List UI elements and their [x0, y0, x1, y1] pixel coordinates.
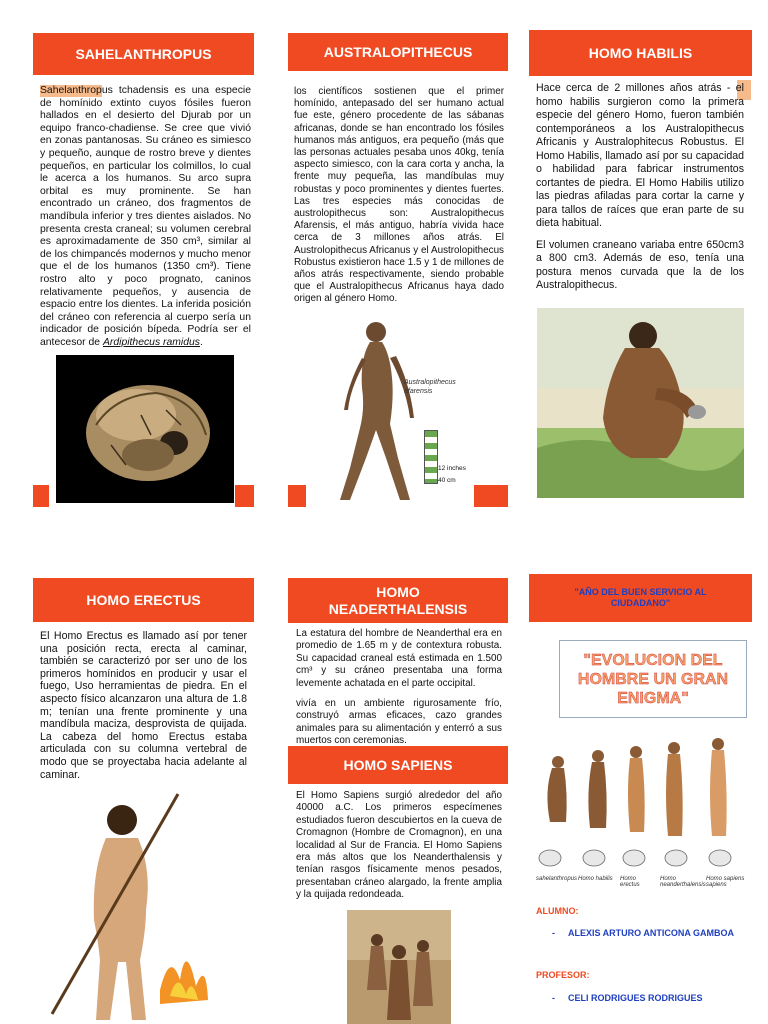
- australopithecus-text: los científicos sostienen que el primer homínido, antepasado del ser humano actual fue este, género procedente de las sábanas africanas, donde se han encontrado los fósiles humanos más antiguos, era pequeño (más que las personas actuales pesaba unos 40kg, tenía aspecto simiesco, con la cara corta y ancha, la frente muy pequeña, las mandíbulas muy robustas y poco prominentes y dientes fuertes. Las tres especies más conocidas de austrolopithecus son: Australopithecus Afarensis, el más antiguo, habría vivida hace cerca de 3 millones años atrás. El Austrolopithecus Africanus y el Austrolopithecus Robustus existieron hace 1.5 y 1 de millones de años atrás respectivamente, siendo probable que el Australopithecus Africanus haya dado origen al género Homo.: [294, 86, 504, 305]
- species-label: Homo sapiens sapiens: [706, 876, 745, 888]
- species-label: Homo habilis: [578, 876, 613, 882]
- year-motto: "AÑO DEL BUEN SERVICIO AL CIUDADANO": [574, 587, 707, 608]
- erectus-text: El Homo Erectus es llamado así por tener una posición recta, erecta al caminar, también se caracterizó por ser uno de los primeros homínidos en producir y usar el fuego, Uso herramientas de piedra. En el aspecto físico alcanzaron una altura de 1.8 m; tenían una frente prominente y una mandíbula maciza, desprovista de quijada. La cabeza del homo Erectus estaba articulada con su columna vertebral de modo que se proyectaba hacia adelante al caminar.: [40, 630, 247, 781]
- student-bullet: -: [552, 928, 555, 938]
- sahelanthropus-header: [33, 33, 254, 75]
- footer-bar: [288, 485, 306, 507]
- habilis-photo: [537, 308, 744, 498]
- neanderthal-title-line1: HOMO: [376, 583, 420, 600]
- student-name: ALEXIS ARTURO ANTICONA GAMBOA: [568, 928, 734, 938]
- sapiens-photo: [347, 910, 451, 1024]
- sahelanthropus-text: Sahelanthropus tchadensis es una especie de homínido extinto cuyos fósiles fueron hallados en el desierto del Djurab por un equipo franco-chadiense. Se cree que vivió en zonas pantanosas. Su cráneo es simiesco y pequeño, aunque de rostro breve y dientes pequeños, en particular los colmillos, lo cual le acerca a los humanos. Su arco supra orbital es muy prominente. Se han encontrado un cráneo, dos fragmentos de mandíbula inferior y tres dientes aislados. No presenta cresta craneal; su volumen cerebral es aproximadamente de 350 cm³, similar al de los chimpancés modernos y mucho menor que el de los humanos (1350 cm³). Tiene rostro alto y poco prognato, caninos relativamente pequeños, y ausencia de espacio entre los dientes. La inferida posición del cráneo con referencia al cuerpo sería un indicador de posición bípeda. Podría ser el antecesor de Ardipithecus ramidus.: [40, 85, 251, 348]
- species-label: sahelanthropus: [536, 876, 578, 882]
- scale-label: 40 cm: [438, 477, 456, 484]
- neanderthal-header: [288, 578, 508, 623]
- footer-bar: [474, 485, 508, 507]
- teacher-label: PROFESOR:: [536, 970, 590, 980]
- habilis-title: HOMO HABILIS: [588, 44, 693, 61]
- neanderthal-title-line2: NEADERTHALENSIS: [328, 600, 468, 617]
- australopithecus-header: [288, 33, 508, 71]
- erectus-illustration: [40, 790, 236, 1024]
- student-label: ALUMNO:: [536, 906, 579, 916]
- erectus-header: [33, 578, 254, 622]
- erectus-title: HOMO ERECTUS: [86, 591, 201, 608]
- neanderthal-text: La estatura del hombre de Neanderthal era en promedio de 1.65 m y de contextura robusta. Su capacidad craneal está estimada en 1.500 cm³ y su cráneo presentaba una forma levemente achatada en el parte occipital. vivía en un ambiente rigurosamente frío, construyó armas eficaces, cazo grandes animales para su alimentación y enterró a sus muertos con ceremonias.: [296, 628, 502, 747]
- habilis-text: Hace cerca de 2 millones años atrás - el homo habilis surgieron como la primera especie del género Homo, fueron también contemporáneos a los Australopithecus Africanis y Australophitecus Robustus. El Homo Habilis, llamado así por su capacidad o habilidad para fabricar instrumentos cortantes de piedra. El Homo Habilis utilizo las piedras afiladas para cortar la carne y para tallos de raíces que eran parte de su dieta habitual. El volumen craneano variaba entre 650cm3 a 800 cm3. Además de eso, tenía una postura menos curvada que la de los Australopithecus.: [536, 82, 744, 291]
- main-title: "EVOLUCION DEL HOMBRE UN GRAN ENIGMA": [577, 651, 729, 707]
- species-label: Homo neanderthalensis: [660, 876, 706, 888]
- sapiens-header: [288, 746, 508, 784]
- footer-bar: [235, 485, 254, 507]
- ardipithecus-name: Ardipithecus ramidus: [102, 336, 200, 348]
- sahelanthropus-title: SAHELANTHROPUS: [75, 45, 212, 62]
- teacher-bullet: -: [552, 993, 555, 1003]
- australopithecus-title: AUSTRALOPITHECUS: [323, 43, 473, 60]
- skull-photo: [56, 355, 234, 503]
- main-title-box: [559, 640, 747, 718]
- scale-bar: [424, 430, 438, 484]
- species-label: Homo erectus: [620, 876, 640, 888]
- skulls-row: [536, 846, 746, 872]
- australopithecus-figure: [310, 318, 480, 503]
- sapiens-title: HOMO SAPIENS: [343, 756, 453, 773]
- scale-label: 12 inches: [438, 465, 466, 472]
- habilis-header: [529, 30, 752, 76]
- sapiens-text: El Homo Sapiens surgió alrededor del año 40000 a.C. Los primeros especímenes estudiados fueron descubiertos en la cueva de Cromagnon (Hombre de Cromagnon), en una localidad al Sur de Francia. El Homo Sapiens era más altos que los Neanderthalensis y tenían rasgos físicamente menos pesados, presentaban cráneo alargado, la frente amplia y la quijada redondeada.: [296, 790, 502, 901]
- evolution-illustration: [536, 732, 746, 850]
- cover-header: [529, 574, 752, 622]
- footer-bar: [33, 485, 49, 507]
- australopithecus-caption: Australopithecus afarensis: [404, 379, 456, 395]
- teacher-name: CELI RODRIGUES RODRIGUES: [568, 993, 703, 1003]
